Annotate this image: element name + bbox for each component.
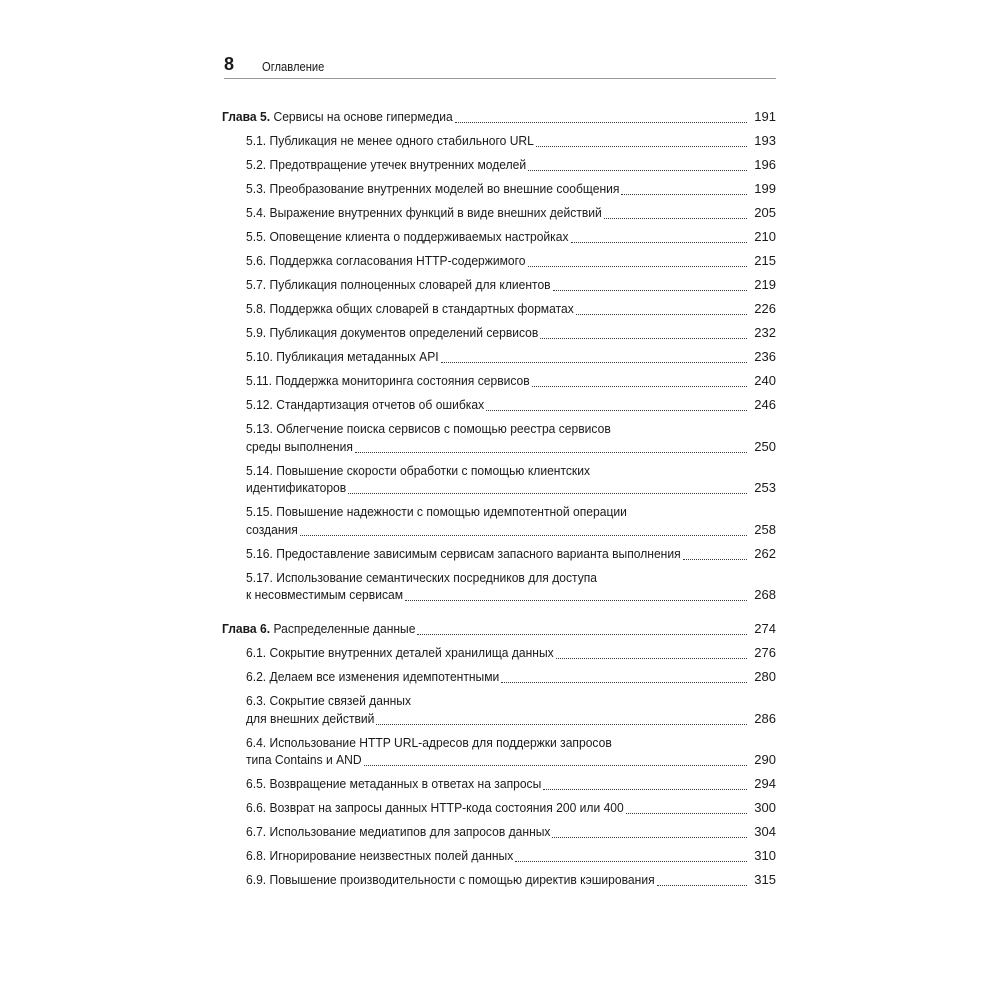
page-ref: 294 [754,776,776,791]
page-ref: 268 [754,587,776,602]
page-ref: 196 [754,157,776,172]
chapter-title: Сервисы на основе гипермедиа [273,109,453,124]
toc-line [0,180,1000,198]
toc-line [0,569,1000,587]
page-ref: 286 [754,710,776,726]
toc-line [0,372,1000,390]
dot-leader [417,634,747,635]
toc-line [0,300,1000,318]
section-title: 6.7. Использование медиатипов для запросов данных [246,824,551,839]
toc-line [0,586,1000,604]
page-ref: 205 [754,205,776,220]
page-ref: 262 [754,545,776,561]
section-title: 5.1. Публикация не менее одного стабильного URL [246,133,534,148]
page-ref: 315 [754,872,776,887]
toc-line [0,396,1000,414]
toc-line [0,108,1000,126]
section-title: для внешних действий [246,710,375,726]
toc-line [0,252,1000,270]
section-title: 5.15. Повышение надежности с помощью идемпотентной операции [246,504,627,519]
dot-leader [553,290,747,291]
section-title: 5.11. Поддержка мониторинга состояния сервисов [246,373,530,388]
dot-leader [376,724,747,725]
dot-leader [683,559,747,560]
entry-text [246,276,551,294]
toc-line [0,620,1000,638]
dot-leader [300,535,747,536]
section-title: 6.9. Повышение производительности с помощью директив кэширования [246,872,655,887]
dot-leader [528,170,747,171]
dot-leader [486,410,747,411]
entry-text [246,204,602,222]
chapter-label: Глава 6. [222,621,271,636]
dot-leader [621,194,747,195]
page-ref: 253 [754,480,776,495]
toc-line [0,462,1000,480]
page-ref: 250 [754,438,776,454]
toc-line [0,276,1000,294]
section-title: 5.9. Публикация документов определений сервисов [246,325,539,340]
entry-text [222,108,453,126]
entry-text [222,620,415,638]
section-title: 5.17. Использование семантических посредников для доступа [246,569,598,585]
dot-leader [540,338,747,339]
dot-leader [556,658,747,659]
page-ref: 210 [754,229,776,244]
section-title: идентификаторов [246,480,347,495]
dot-leader [405,600,747,601]
page-ref: 240 [754,373,776,388]
section-title: 6.8. Игнорирование неизвестных полей данных [246,848,514,863]
section-title: создания [246,521,298,537]
entry-text [246,462,590,480]
toc-line [0,324,1000,342]
page-ref: 258 [754,521,776,537]
section-title: 5.12. Стандартизация отчетов об ошибках [246,397,485,412]
toc-line [0,668,1000,686]
entry-text [246,132,534,150]
entry-text [246,734,612,752]
toc-line [0,503,1000,521]
entry-text [246,324,538,342]
entry-text [246,420,611,438]
dot-leader [552,837,747,838]
running-title: Оглавление [262,59,325,74]
page-ref: 310 [754,848,776,863]
dot-leader [348,493,747,494]
toc-line [0,823,1000,841]
entry-text [246,521,298,539]
section-title: 6.6. Возврат на запросы данных HTTP-кода состояния 200 или 400 [246,800,624,815]
toc-line [0,710,1000,728]
entry-text [246,871,655,889]
dot-leader [455,122,747,123]
page-ref: 300 [754,800,776,815]
toc-line [0,156,1000,174]
toc-line [0,438,1000,456]
entry-text [246,372,530,390]
entry-text [246,503,627,521]
page-ref: 276 [754,645,776,660]
toc-line [0,775,1000,793]
toc-line [0,692,1000,710]
section-title: к несовместимым сервисам [246,587,404,602]
page-ref: 274 [754,621,776,636]
chapter-title: Распределенные данные [273,621,416,636]
dot-leader [536,146,747,147]
dot-leader [604,218,747,219]
page-ref: 226 [754,301,776,316]
dot-leader [364,765,747,766]
entry-text [246,668,499,686]
section-title: 5.2. Предотвращение утечек внутренних моделей [246,157,527,172]
entry-text [246,180,619,198]
page-ref: 246 [754,397,776,412]
page-ref: 191 [754,109,776,124]
page-ref: 215 [754,253,776,268]
section-title: 5.7. Публикация полноценных словарей для клиентов [246,277,551,292]
entry-text [246,545,681,563]
entry-text [246,692,411,710]
toc-line [0,132,1000,150]
toc-line [0,644,1000,662]
section-title: 5.8. Поддержка общих словарей в стандартных форматах [246,301,574,316]
dot-leader [441,362,747,363]
section-title: типа Contains и AND [246,752,362,767]
entry-text [246,751,362,769]
dot-leader [576,314,747,315]
entry-text [246,823,550,841]
toc-line [0,545,1000,563]
dot-leader [657,885,747,886]
toc-line [0,420,1000,438]
toc-line [0,479,1000,497]
entry-text [246,348,439,366]
page-ref: 219 [754,277,776,292]
toc-line [0,751,1000,769]
entry-text [246,396,484,414]
toc-line [0,521,1000,539]
toc-line [0,204,1000,222]
dot-leader [515,861,747,862]
section-title: 5.6. Поддержка согласования HTTP-содержимого [246,253,526,268]
page-ref: 290 [754,752,776,767]
section-title: 6.5. Возвращение метаданных в ответах на запросы [246,776,542,791]
page-number: 8 [224,54,235,74]
entry-text [246,799,624,817]
dot-leader [543,789,747,790]
entry-text [246,252,526,270]
toc-line [0,734,1000,752]
entry-text [246,479,346,497]
toc-line [0,871,1000,889]
section-title: 6.3. Сокрытие связей данных [246,693,412,708]
section-title: 5.5. Оповещение клиента о поддерживаемых настройках [246,229,569,244]
section-title: 5.3. Преобразование внутренних моделей во внешние сообщения [246,181,620,196]
page-ref: 232 [754,325,776,340]
section-title: 6.2. Делаем все изменения идемпотентными [246,669,500,684]
entry-text [246,156,526,174]
entry-text [246,847,513,865]
entry-text [246,300,574,318]
entry-text [246,710,374,728]
chapter-label: Глава 5. [222,109,271,124]
entry-text [246,569,597,587]
section-title: 5.4. Выражение внутренних функций в виде внешних действий [246,205,602,220]
section-title: 5.14. Повышение скорости обработки с помощью клиентских [246,462,591,478]
section-title: 5.16. Предоставление зависимым сервисам запасного варианта выполнения [246,545,681,561]
toc-line [0,847,1000,865]
entry-text [246,438,353,456]
page-ref: 193 [754,133,776,148]
dot-leader [501,682,747,683]
section-title: 5.13. Облегчение поиска сервисов с помощью реестра сервисов [246,421,611,436]
dot-leader [532,386,747,387]
dot-leader [626,813,747,814]
section-title: 6.4. Использование HTTP URL-адресов для поддержки запросов [246,734,612,750]
section-title: среды выполнения [246,438,353,454]
section-title: 5.10. Публикация метаданных API [246,349,439,364]
entry-text [246,228,569,246]
entry-text [246,644,554,662]
section-title: 6.1. Сокрытие внутренних деталей хранилища данных [246,645,554,660]
dot-leader [528,266,747,267]
entry-text [246,586,403,604]
page-ref: 304 [754,824,776,839]
page-ref: 280 [754,669,776,684]
toc-line [0,799,1000,817]
page-ref: 236 [754,349,776,364]
page-ref: 199 [754,181,776,196]
toc-line [0,228,1000,246]
toc-line [0,348,1000,366]
entry-text [246,775,541,793]
dot-leader [355,452,747,453]
dot-leader [571,242,747,243]
